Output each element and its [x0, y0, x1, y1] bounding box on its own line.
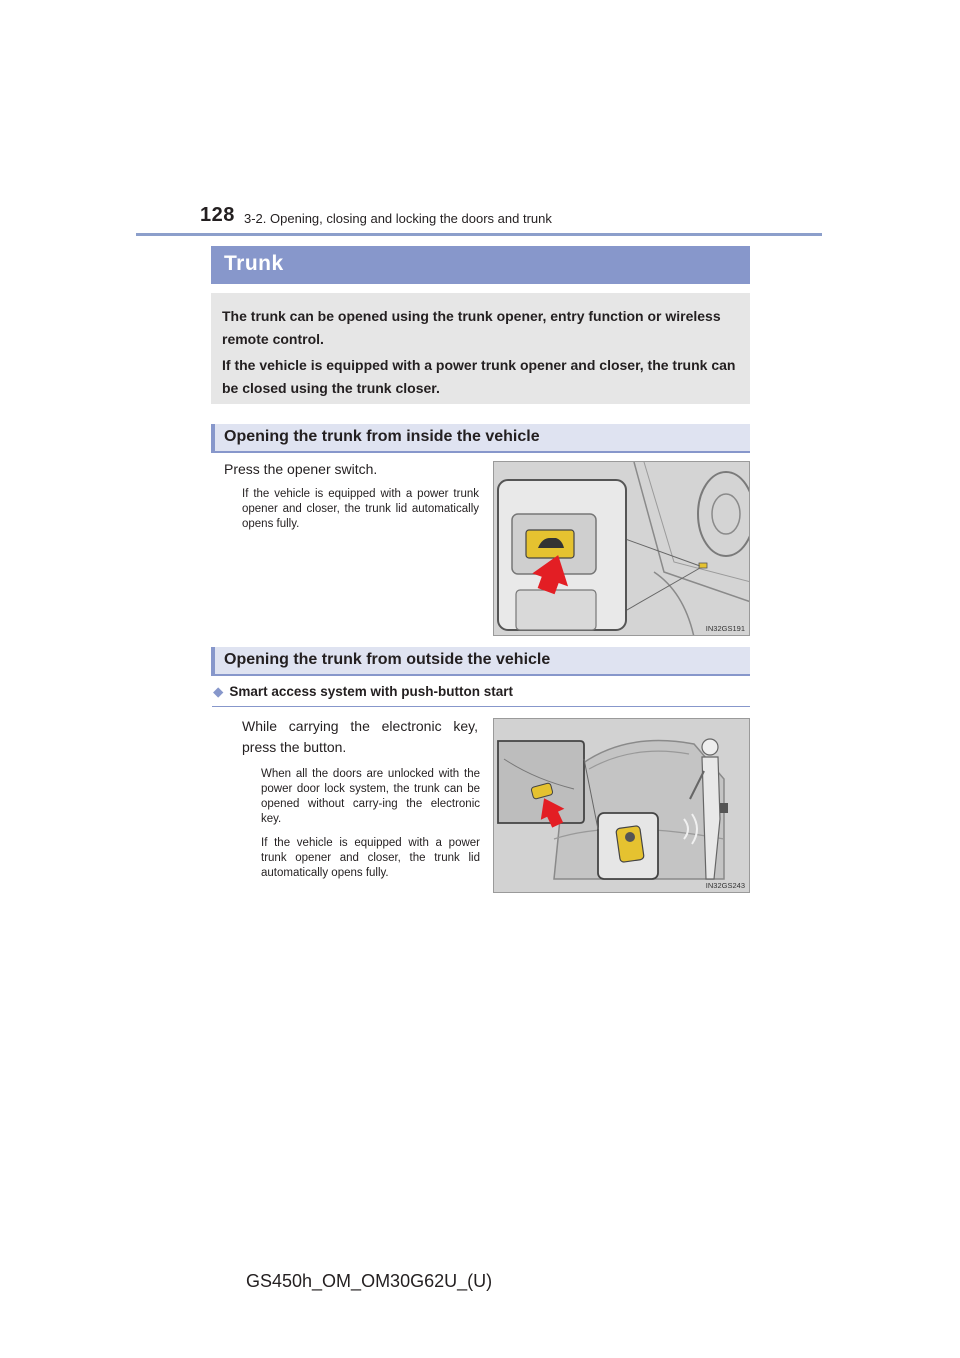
switch-drawing: [494, 462, 750, 636]
diamond-bullet-icon: ◆: [213, 684, 224, 699]
intro-paragraph-1: The trunk can be opened using the trunk opener, entry function or wireless remote control.: [222, 308, 721, 347]
section-title: Trunk: [224, 252, 284, 275]
intro-box: [211, 293, 750, 404]
model-code-footer: GS450h_OM_OM30G62U_(U): [246, 1271, 493, 1291]
smart-access-subheading-text: Smart access system with push-button start: [229, 684, 513, 699]
inside-instruction: Press the opener switch.: [224, 461, 378, 477]
intro-paragraph-2: If the vehicle is equipped with a power trunk opener and closer, the trunk can be closed using the trunk closer.: [222, 357, 736, 396]
inside-note: If the vehicle is equipped with a power trunk opener and closer, the trunk lid automatically opens fully.: [242, 488, 479, 530]
page-number: 128: [200, 204, 235, 226]
inside-heading-bar: [211, 424, 750, 453]
smart-access-subheading: [213, 684, 513, 700]
trunk-button-illustration: [493, 718, 750, 893]
trunk-drawing: [494, 719, 750, 893]
inside-figure-code: IN32GS191: [705, 624, 745, 633]
subheading-rule: [212, 706, 750, 707]
outside-note-2: If the vehicle is equipped with a power trunk opener and closer, the trunk lid automatically opens fully.: [261, 837, 480, 879]
outside-note-1: When all the doors are unlocked with the power door lock system, the trunk can be opened without carry-ing the electronic key.: [261, 768, 480, 825]
section-title-bar: [211, 246, 750, 284]
header-rule: [136, 233, 822, 236]
outside-heading: Opening the trunk from outside the vehicle: [224, 651, 551, 668]
outside-instruction: While carrying the electronic key, press the button.: [242, 718, 478, 755]
running-head: 3-2. Opening, closing and locking the doors and trunk: [244, 211, 552, 226]
inside-heading: Opening the trunk from inside the vehicle: [224, 428, 540, 445]
outside-heading-bar: [211, 647, 750, 676]
outside-figure-code: IN32GS243: [705, 881, 745, 890]
trunk-opener-switch-illustration: [493, 461, 750, 636]
